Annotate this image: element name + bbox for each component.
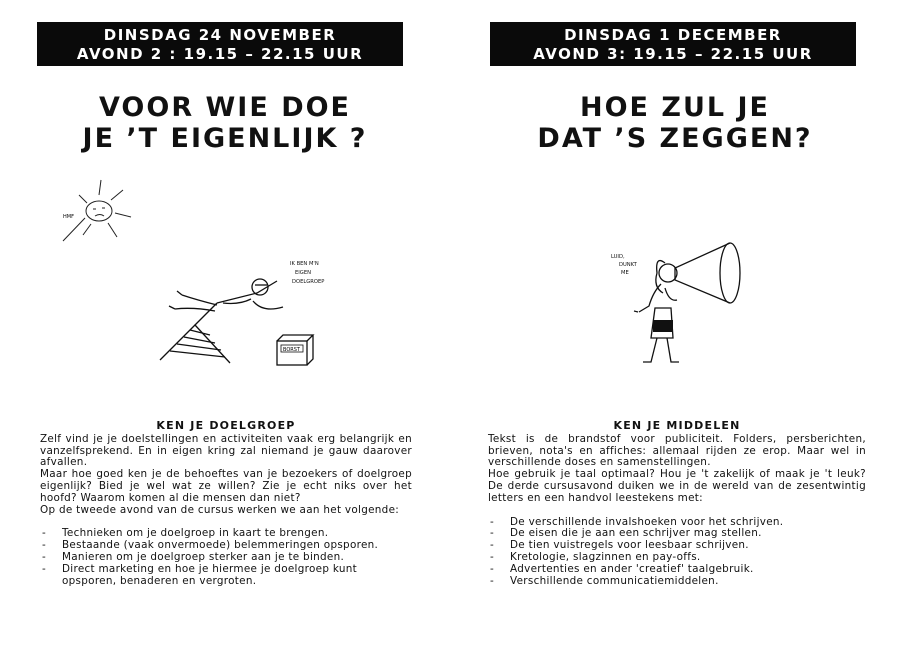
- right-list: [488, 517, 866, 588]
- bubble-line3: DOELGROEP: [292, 279, 325, 285]
- sun-sketch-text: HMF: [63, 214, 74, 220]
- right-title-line1: HOE ZUL JE: [580, 92, 770, 123]
- left-title: [0, 92, 450, 154]
- list-item: - Advertenties en ander 'creatief' taalgebruik.: [488, 564, 866, 576]
- right-page: [450, 0, 900, 657]
- list-item: - Bestaande (vaak onvermoede) belemmeringen opsporen.: [40, 540, 412, 552]
- left-paragraph-1: Zelf vind je je doelstellingen en activiteiten vaak erg belangrijk en vanzelfsprekend. En in eigen kring zal niemand je gauw daarover afvallen.: [40, 432, 412, 469]
- right-section: [488, 420, 866, 587]
- left-date-banner: [37, 22, 403, 66]
- list-item: - Kretologie, slagzinnen en pay-offs.: [488, 552, 866, 564]
- left-section: [40, 420, 412, 587]
- list-item: - De eisen die je aan een schrijver mag stellen.: [488, 528, 866, 540]
- right-title-line2: DAT ’S ZEGGEN?: [537, 123, 813, 154]
- left-list: [40, 528, 412, 587]
- bubble-line2: DUNKT: [619, 262, 637, 268]
- bubble-line1: LUID,: [611, 254, 625, 260]
- right-title: [450, 92, 900, 154]
- right-paragraph-2: Hoe gebruik je taal optimaal? Hou je 't zakelijk of maak je 't leuk? De derde cursusavond duiken we in de wereld van de zesentwintig letters en een handvol leestekens met:: [488, 468, 866, 504]
- right-banner-time: AVOND 3: 19.15 – 22.15 UUR: [533, 45, 813, 63]
- right-banner-date: DINSDAG 1 DECEMBER: [564, 26, 782, 44]
- right-paragraph-1: Tekst is de brandstof voor publiciteit. Folders, persberichten, brieven, nota's en affiches: allemaal rijden ze erop. Maar wel in verschillende doses en samenstellingen.: [488, 432, 866, 469]
- left-title-line1: VOOR WIE DOE: [99, 92, 351, 123]
- left-title-line2: JE ’T EIGENLIJK ?: [82, 123, 368, 154]
- right-section-heading: KEN JE MIDDELEN: [613, 419, 741, 432]
- sun-sketch-icon: [55, 175, 135, 250]
- list-item: - De verschillende invalshoeken voor het schrijven.: [488, 517, 866, 529]
- left-banner-time: AVOND 2 : 19.15 – 22.15 UUR: [76, 45, 364, 63]
- bubble-line1: IK BEN M'N: [290, 261, 319, 267]
- bubble-line2: EIGEN: [295, 270, 311, 276]
- left-banner-date: DINSDAG 24 NOVEMBER: [103, 26, 337, 44]
- deckchair-man-illustration: [155, 255, 335, 370]
- list-item: - Technieken om je doelgroep in kaart te brengen.: [40, 528, 412, 540]
- bubble-line3: ME: [621, 270, 629, 276]
- megaphone-woman-illustration: [605, 238, 755, 366]
- list-item: - Verschillende communicatiemiddelen.: [488, 576, 866, 588]
- left-section-heading: KEN JE DOELGROEP: [156, 419, 296, 432]
- box-label: BORST: [283, 347, 300, 353]
- list-item: - Manieren om je doelgroep sterker aan je te binden.: [40, 552, 412, 564]
- list-item: - De tien vuistregels voor leesbaar schrijven.: [488, 540, 866, 552]
- list-item: - Direct marketing en hoe je hiermee je doelgroep kunt opsporen, benaderen en vergroten.: [40, 564, 412, 588]
- right-date-banner: [490, 22, 856, 66]
- left-paragraph-2: Maar hoe goed ken je de behoeftes van je bezoekers of doelgroep eigenlijk? Bied je wel wat ze willen? Zie je echt niks over het hoofd? Waarom komen al die mensen dan niet?: [40, 468, 412, 504]
- left-paragraph-3: Op de tweede avond van de cursus werken we aan het volgende:: [40, 503, 400, 516]
